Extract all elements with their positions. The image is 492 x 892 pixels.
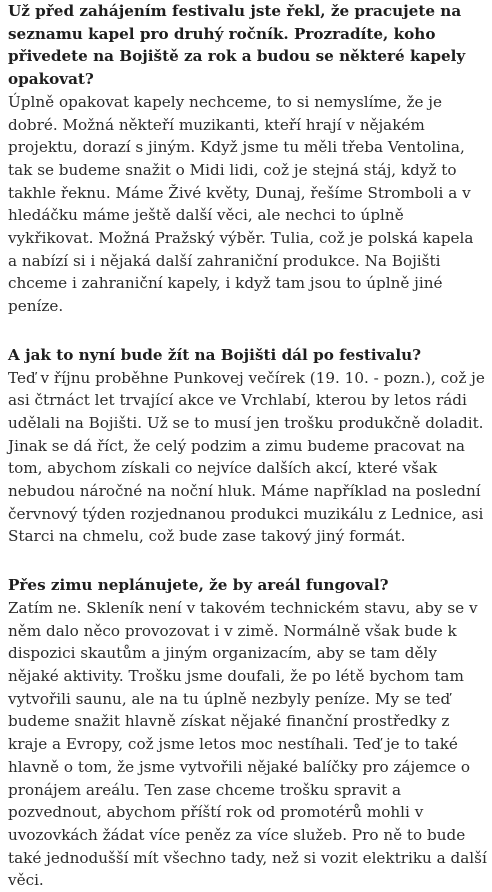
interview-answer: Teď v říjnu proběhne Punkovej večírek (19. 10. - pozn.), což je asi čtrnáct let trvající akce ve Vrchlabí, kterou by letos rádi udělali na Bojišti. Už se to musí jen trošku produkčně doladit. Jinak se dá říct, že celý podzim a zimu budeme pracovat na tom, abychom získali co nejvíce dalších akcí, které však nebudou náročné na noční hluk. Máme například na poslední červnový týden rozjednanou produkci muzikálu z Lednice, asi Starci na chmelu, což bude zase takový jiný formát. (8, 368, 485, 546)
qa-section-1 (8, 0, 487, 318)
interview-question: Přes zimu neplánujete, že by areál fungoval? (8, 576, 389, 595)
interview-question: Už před zahájením festivalu jste řekl, že pracujete na seznamu kapel pro druhý ročník. Prozradíte, koho přivedete na Bojiště za rok a budou se některé kapely opakovat? (8, 2, 466, 89)
qa-section-3 (8, 574, 487, 892)
interview-answer: Úplně opakovat kapely nechceme, to si nemyslíme, že je dobré. Možná někteří muzikanti, kteří hrají v nějakém projektu, dorazí s jiným. Když jsme tu měli třeba Ventolina, tak se budeme snažit o Midi lidi, což je stejná stáj, když to takhle řeknu. Máme Živé květy, Dunaj, řešíme Stromboli a v hledáčku máme ještě další věci, ale nechci to úplně vykřikovat. Možná Pražský výběr. Tulia, což je polská kapela a nabízí si i nějaká další zahraniční produkce. Na Bojišti chceme i zahraniční kapely, i když tam jsou to úplně jiné peníze. (8, 92, 474, 316)
interview-question: A jak to nyní bude žít na Bojišti dál po festivalu? (8, 345, 422, 364)
qa-section-2 (8, 344, 487, 548)
interview-answer: Zatím ne. Skleník není v takovém technickém stavu, aby se v něm dalo něco provozovat i v zimě. Normálně však bude k dispozici skautům a jiným organizacím, aby se tam děly nějaké aktivity. Trošku jsme doufali, že po létě bychom tam vytvořili saunu, ale na tu úplně nezbyly peníze. My se teď budeme snažit hlavně získat nějaké finanční prostředky z kraje a Evropy, což jsme letos moc nestíhali. Teď je to také hlavně o tom, že jsme vytvořili nějaké balíčky pro zájemce o pronájem areálu. Ten zase chceme trošku spravit a pozvednout, abychom příští rok od promotérů mohli v uvozovkách žádat více peněz za více služeb. Pro ně to bude také jednodušší mít všechno tady, než si vozit elektriku a další věci. (8, 598, 487, 890)
